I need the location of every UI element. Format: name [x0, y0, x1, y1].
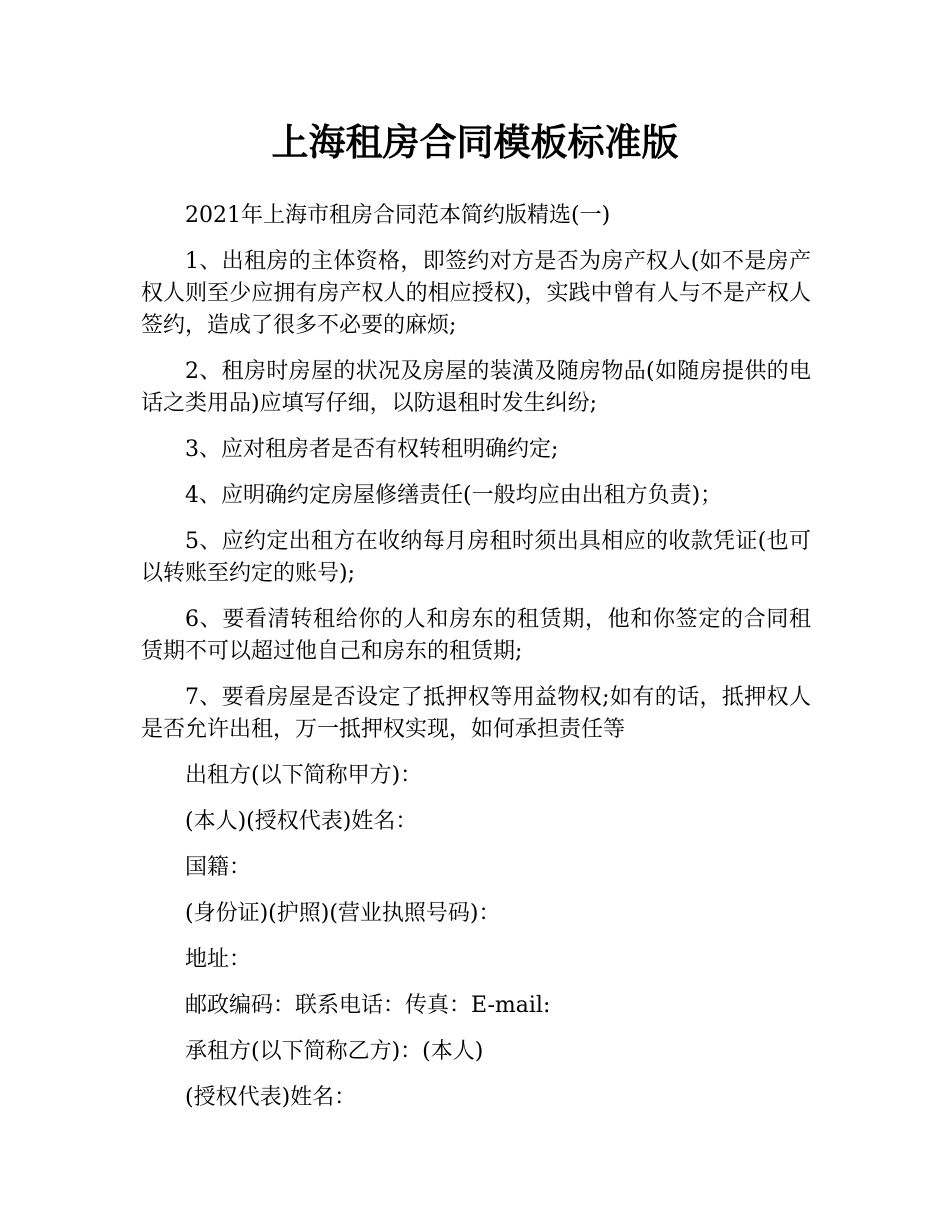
paragraph-intro: 2021年上海市租房合同范本简约版精选(一) [185, 203, 611, 228]
paragraph-item-4: 4、应明确约定房屋修缮责任(一般均应由出租方负责)； [185, 483, 723, 508]
paragraph-item-6: 6、要看清转租给你的人和房东的租赁期，他和你签定的合同租赁期不可以超过他自己和房东的租赁期; [141, 607, 811, 664]
field-id-number: (身份证)(护照)(营业执照号码)： [185, 901, 501, 926]
paragraph-item-5: 5、应约定出租方在收纳每月房租时须出具相应的收款凭证(也可以转账至约定的账号); [141, 529, 811, 586]
field-lessor-name: (本人)(授权代表)姓名： [185, 809, 418, 834]
document-title: 上海租房合同模板标准版 [271, 121, 679, 164]
field-nationality: 国籍： [185, 855, 252, 880]
paragraph-item-1: 1、出租房的主体资格，即签约对方是否为房产权人(如不是房产权人则至少应拥有房产权人的相应授权)，实践中曾有人与不是产权人签约，造成了很多不必要的麻烦; [141, 249, 811, 338]
field-lessee-name: (授权代表)姓名： [185, 1085, 357, 1110]
document-body [141, 200, 811, 1128]
field-lessor: 出租方(以下简称甲方)： [185, 763, 423, 788]
paragraph-item-2: 2、租房时房屋的状况及房屋的装潢及随房物品(如随房提供的电话之类用品)应填写仔细，以防退租时发生纠纷; [141, 359, 811, 416]
field-lessee: 承租方(以下简称乙方)：(本人) [185, 1039, 484, 1064]
field-contact-info: 邮政编码：联系电话：传真：E-mail: [185, 993, 551, 1018]
field-address: 地址： [185, 947, 252, 972]
paragraph-item-7: 7、要看房屋是否设定了抵押权等用益物权;如有的话，抵押权人是否允许出租，万一抵押权实现，如何承担责任等 [141, 685, 811, 742]
paragraph-item-3: 3、应对租房者是否有权转租明确约定; [185, 437, 559, 462]
